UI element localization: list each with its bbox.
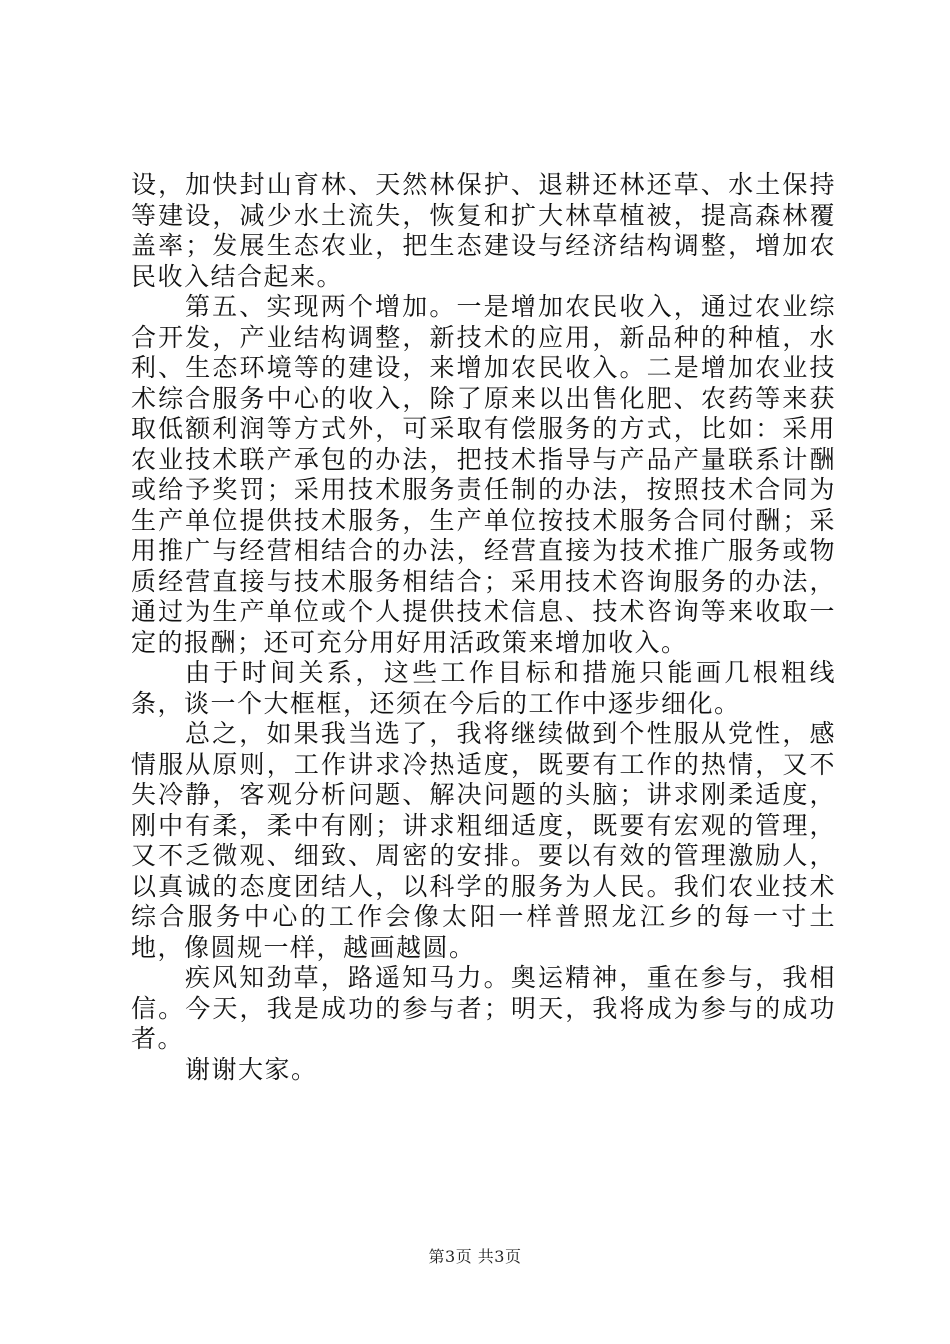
paragraph-3: 由于时间关系，这些工作目标和措施只能画几根粗线条，谈一个大框框，还须在今后的工作中逐步细化。 [131, 658, 836, 718]
document-body [131, 170, 836, 1085]
paragraph-6: 谢谢大家。 [185, 1054, 318, 1084]
paragraph-2: 第五、实现两个增加。一是增加农民收入，通过农业综合开发，产业结构调整，新技术的应用，新品种的种植，水利、生态环境等的建设，来增加农民收入。二是增加农业技术综合服务中心的收入，除了原来以出售化肥、农药等来获取低额利润等方式外，可采取有偿服务的方式，比如：采用农业技术联产承包的办法，把技术指导与产品产量联系计酬或给予奖罚；采用技术服务责任制的办法，按照技术合同为生产单位提供技术服务，生产单位按技术服务合同付酬；采用推广与经营相结合的办法，经营直接为技术推广服务或物质经营直接与技术服务相结合；采用技术咨询服务的办法，通过为生产单位或个人提供技术信息、技术咨询等来收取一定的报酬；还可充分用好用活政策来增加收入。 [131, 292, 836, 657]
paragraph-1: 设，加快封山育林、天然林保护、退耕还林还草、水土保持等建设，减少水土流失，恢复和扩大林草植被，提高森林覆盖率；发展生态农业，把生态建设与经济结构调整，增加农民收入结合起来。 [131, 170, 836, 291]
paragraph-5: 疾风知劲草，路遥知马力。奥运精神，重在参与，我相信。今天，我是成功的参与者；明天，我将成为参与的成功者。 [131, 963, 836, 1053]
paragraph-4: 总之，如果我当选了，我将继续做到个性服从党性，感情服从原则，工作讲求冷热适度，既要有工作的热情，又不失冷静，客观分析问题、解决问题的头脑；讲求刚柔适度，刚中有柔，柔中有刚；讲求粗细适度，既要有宏观的管理，又不乏微观、细致、周密的安排。要以有效的管理激励人，以真诚的态度团结人，以科学的服务为人民。我们农业技术综合服务中心的工作会像太阳一样普照龙江乡的每一寸土地，像圆规一样，越画越圆。 [131, 719, 836, 962]
page-number-footer: 第3页 共3页 [428, 1247, 522, 1266]
